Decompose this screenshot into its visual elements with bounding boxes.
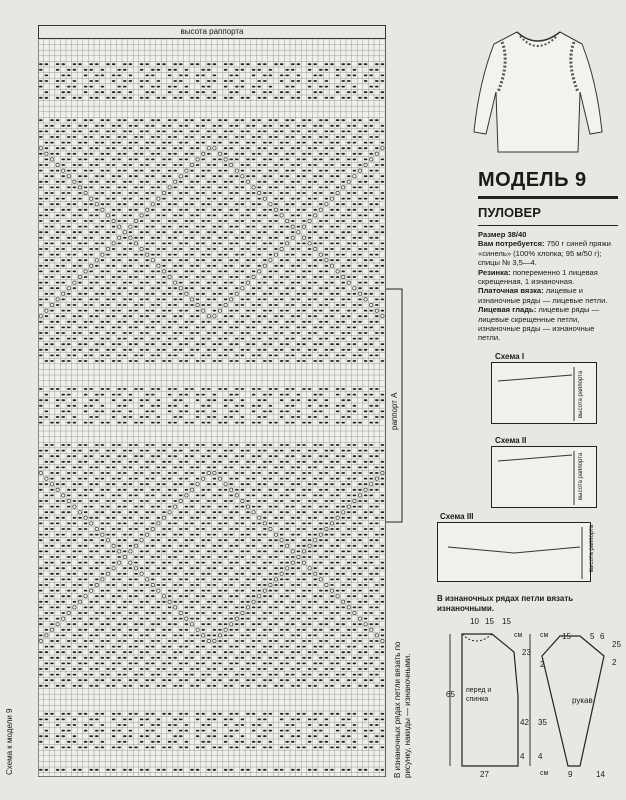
- dim-15c: 15: [562, 632, 571, 641]
- scheme-1-rep: высота раппорта: [578, 370, 584, 418]
- chart-note: В изнаночных рядах петли вязать по рисунку, накиды — изнаночными.: [393, 641, 412, 778]
- stockinette-text: лицевые ряды — лицевые скрещенные петли, изнаночные ряды — изнаночные петли.: [478, 305, 600, 343]
- materials-label: Вам потребуется:: [478, 239, 545, 249]
- sleeve-label: рукав: [572, 696, 593, 705]
- dim-25: 25: [612, 640, 621, 649]
- dim-2a: 2: [540, 660, 545, 669]
- knitting-chart: [38, 25, 386, 777]
- front-back-label: перед и спинка: [466, 687, 492, 703]
- dim-9: 9: [568, 770, 573, 779]
- dim-15b: 15: [502, 617, 511, 626]
- scheme-1-label: Схема I: [495, 352, 525, 361]
- subtitle-rule: [478, 225, 618, 226]
- dim-35: 35: [538, 718, 547, 727]
- scheme-3-rep: высота раппорта: [589, 524, 595, 572]
- dim-5: 5: [590, 632, 595, 641]
- model-subtitle: ПУЛОВЕР: [478, 205, 541, 220]
- scheme-3-label: Схема III: [440, 512, 474, 521]
- repeat-label: раппорт А: [390, 392, 399, 430]
- description-text: [478, 230, 618, 343]
- dim-23: 23: [522, 648, 531, 657]
- dim-10: 10: [470, 617, 479, 626]
- dim-2b: 2: [612, 658, 617, 667]
- garter-label: Платочная вязка:: [478, 286, 544, 296]
- dim-cm1: см: [514, 632, 523, 639]
- dim-6: 6: [600, 632, 605, 641]
- wrong-side-note: В изнаночных рядах петли вязать изнаночными.: [437, 594, 574, 613]
- dim-cm2: см: [540, 632, 549, 639]
- stockinette-label: Лицевая гладь:: [478, 305, 537, 315]
- dim-4a: 4: [520, 752, 525, 761]
- dim-65: 65: [446, 690, 455, 699]
- dim-cm3: см: [540, 770, 549, 777]
- scheme-2-label: Схема II: [495, 436, 527, 445]
- dim-42: 42: [520, 718, 529, 727]
- scheme-3: [437, 522, 591, 582]
- model-title: МОДЕЛЬ 9: [478, 169, 587, 191]
- chart-caption: Схема к модели 9: [5, 708, 14, 775]
- garter-text: лицевые и изнаночные ряды — лицевые петли.: [478, 286, 608, 305]
- dim-4b: 4: [538, 752, 543, 761]
- sweater-illustration: [462, 22, 612, 162]
- chart-header: высота раппорта: [38, 25, 386, 39]
- dim-15a: 15: [485, 617, 494, 626]
- rib-text: попеременно 1 лицевая скрещенная, 1 изнаночная.: [478, 267, 598, 287]
- dim-27: 27: [480, 770, 489, 779]
- dim-14: 14: [596, 770, 605, 779]
- materials: 750 г синей пряжи «синель» (100% хлопка; 95 м/50 г); спицы № 3,5—4.: [478, 239, 611, 268]
- title-rule: [478, 196, 618, 199]
- scheme-2-rep: высота раппорта: [578, 452, 584, 500]
- size: Размер 38/40: [478, 230, 527, 239]
- model-description: [478, 168, 618, 343]
- rib-label: Резинка:: [478, 267, 511, 277]
